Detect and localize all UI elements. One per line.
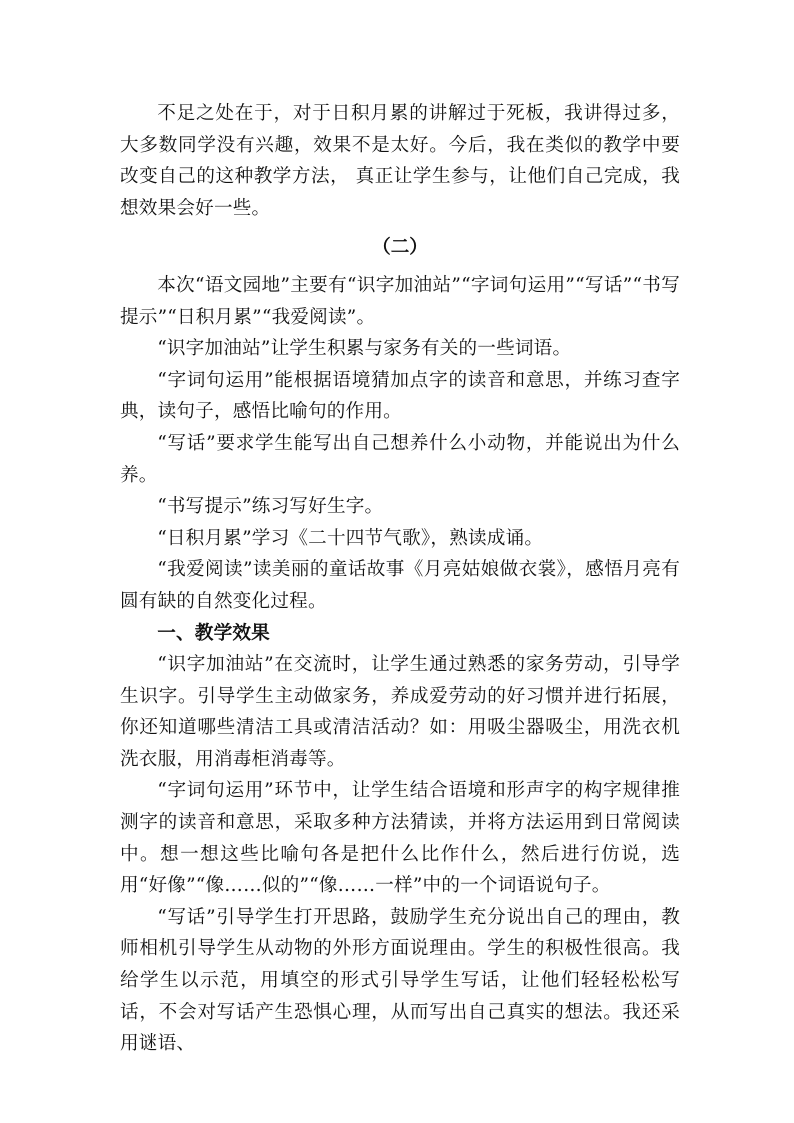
paragraph-shortcomings: 不足之处在于，对于日积月累的讲解过于死板，我讲得过多，大多数同学没有兴趣，效果不是太好。今后，我在类似的教学中要改变自己的这种教学方法， 真正让学生参与，让他们自己完成，我想效果会好一些。: [120, 103, 680, 219]
paragraph-effect-word-usage: “字词句运用”环节中，让学生结合语境和形声字的构字规律推测字的读音和意思，采取多种方法猜读，并将方法运用到日常阅读中。想一想这些比喻句各是把什么比作什么，然后进行仿说，选用“好像”“像……似的”“像……一样”中的一个词语说句子。: [120, 780, 680, 897]
paragraph-writing: “写话”要求学生能写出自己想养什么小动物，并能说出为什么养。: [120, 432, 680, 486]
section-title: （二）: [372, 237, 428, 259]
paragraph-reading: “我爱阅读”读美丽的童话故事《月亮姑娘做衣裳》，感悟月亮有圆有缺的自然变化过程。: [120, 559, 680, 612]
paragraph-daily-accumulation: “日积月累”学习《二十四节气歌》，熟读成诵。: [157, 527, 544, 549]
document-page: [120, 98, 680, 1060]
paragraph-writing-tips: “书写提示”练习写好生字。: [157, 496, 384, 518]
heading-teaching-effect: 一、教学效果: [157, 622, 270, 644]
paragraph-literacy-station: “识字加油站”让学生积累与家务有关的一些词语。: [157, 338, 572, 360]
paragraph-word-usage: “字词句运用”能根据语境猜加点字的读音和意思，并练习查字典，读句子，感悟比喻句的作用。: [120, 369, 680, 423]
paragraph-overview: 本次“语文园地”主要有“识字加油站”“字词句运用”“写话”“书写提示”“日积月累”“我爱阅读”。: [120, 274, 680, 328]
paragraph-effect-writing: “写话”引导学生打开思路，鼓励学生充分说出自己的理由，教师相机引导学生从动物的外形方面说理由。学生的积极性很高。我给学生以示范，用填空的形式引导学生写话，让他们轻轻松松写话，不会对写话产生恐惧心理，从而写出自己真实的想法。我还采用谜语、: [120, 906, 680, 1055]
paragraph-effect-literacy: “识字加油站”在交流时，让学生通过熟悉的家务劳动，引导学生识字。引导学生主动做家务，养成爱劳动的好习惯并进行拓展，你还知道哪些清洁工具或清洁活动？如：用吸尘器吸尘，用洗衣机洗衣服，用消毒柜消毒等。: [120, 654, 680, 770]
